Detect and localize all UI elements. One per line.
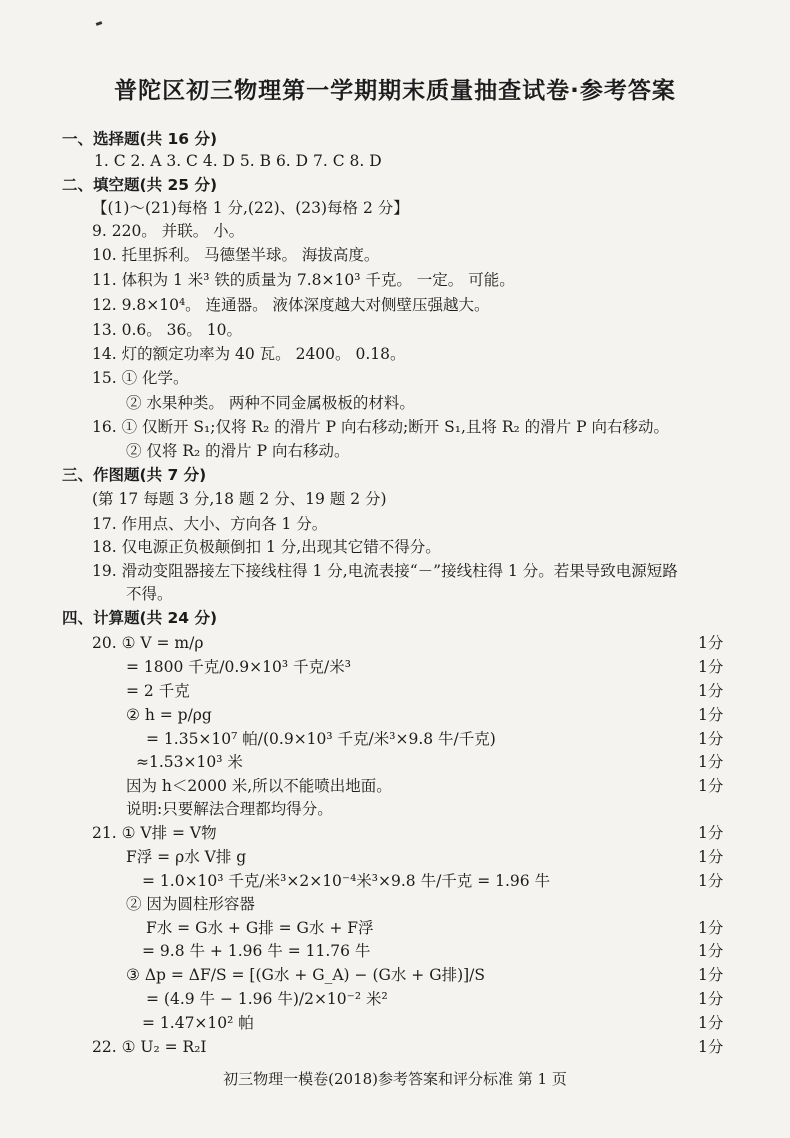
section-heading: 二、填空题(共 25 分) (62, 176, 218, 194)
section-heading: 三、作图题(共 7 分) (62, 466, 207, 484)
answer-line: 12. 9.8×10⁴。 连通器。 液体深度越大对侧壁压强越大。 (92, 296, 490, 314)
section-heading: 一、选择题(共 16 分) (62, 130, 218, 148)
section-heading: 四、计算题(共 24 分) (62, 609, 218, 627)
answer-line: = 1.0×10³ 千克/米³×2×10⁻⁴米³×9.8 牛/千克 = 1.96 牛 (142, 872, 551, 890)
answer-line: 9. 220。 并联。 小。 (92, 222, 245, 240)
answer-line: = (4.9 牛 − 1.96 牛)/2×10⁻² 米² (146, 990, 388, 1008)
answer-line: ② 因为圆柱形容器 (126, 895, 255, 913)
score-mark: 1分 (698, 824, 724, 842)
answer-line: 【(1)～(21)每格 1 分,(22)、(23)每格 2 分】 (92, 199, 409, 217)
answer-line: ② 水果种类。 两种不同金属极板的材料。 (126, 394, 415, 412)
answer-line: = 2 千克 (126, 682, 190, 700)
score-mark: 1分 (698, 919, 724, 937)
answer-line: = 9.8 牛 + 1.96 牛 = 11.76 牛 (142, 942, 371, 960)
answer-line: 10. 托里拆利。 马德堡半球。 海拔高度。 (92, 246, 380, 264)
answer-line: 17. 作用点、大小、方向各 1 分。 (92, 515, 328, 533)
score-mark: 1分 (698, 1038, 724, 1056)
answer-line: 不得。 (126, 585, 173, 603)
answer-line: 22. ① U₂ = R₂I (92, 1038, 207, 1056)
page-title: 普陀区初三物理第一学期期末质量抽查试卷·参考答案 (114, 78, 676, 104)
answer-line: 20. ① V = m/ρ (92, 634, 204, 652)
answer-line: (第 17 每题 3 分,18 题 2 分、19 题 2 分) (92, 490, 387, 508)
page-footer: 初三物理一模卷(2018)参考答案和评分标准 第 1 页 (223, 1070, 567, 1088)
answer-line: ≈1.53×10³ 米 (136, 753, 243, 771)
score-mark: 1分 (698, 777, 724, 795)
score-mark: 1分 (698, 848, 724, 866)
answer-line: ③ Δp = ΔF/S = [(G水 + G_A) − (G水 + G排)]/S (126, 966, 486, 984)
score-mark: 1分 (698, 634, 724, 652)
score-mark: 1分 (698, 1014, 724, 1032)
answer-line: 19. 滑动变阻器接左下接线柱得 1 分,电流表接“－”接线柱得 1 分。若果导致电源短路 (92, 562, 678, 580)
answer-line: 13. 0.6。 36。 10。 (92, 321, 243, 339)
answer-line: ② 仅将 R₂ 的滑片 P 向右移动。 (126, 442, 350, 460)
answer-line: 15. ① 化学。 (92, 369, 189, 387)
score-mark: 1分 (698, 658, 724, 676)
answer-line: 14. 灯的额定功率为 40 瓦。 2400。 0.18。 (92, 345, 406, 363)
score-mark: 1分 (698, 966, 724, 984)
answer-line: 21. ① V排 = V物 (92, 824, 217, 842)
answer-line: 说明:只要解法合理都均得分。 (126, 800, 333, 818)
score-mark: 1分 (698, 942, 724, 960)
scan-speck (96, 21, 103, 26)
answer-line: ② h = p/ρg (126, 706, 212, 724)
score-mark: 1分 (698, 706, 724, 724)
answer-line: F浮 = ρ水 V排 g (126, 848, 247, 866)
score-mark: 1分 (698, 872, 724, 890)
score-mark: 1分 (698, 753, 724, 771)
answer-line: 1. C 2. A 3. C 4. D 5. B 6. D 7. C 8. D (94, 152, 382, 170)
answer-line: 18. 仅电源正负极颠倒扣 1 分,出现其它错不得分。 (92, 538, 441, 556)
score-mark: 1分 (698, 682, 724, 700)
answer-line: = 1.47×10² 帕 (142, 1014, 254, 1032)
score-mark: 1分 (698, 730, 724, 748)
answer-line: = 1800 千克/0.9×10³ 千克/米³ (126, 658, 351, 676)
answer-line: = 1.35×10⁷ 帕/(0.9×10³ 千克/米³×9.8 牛/千克) (146, 730, 496, 748)
answer-line: 16. ① 仅断开 S₁;仅将 R₂ 的滑片 P 向右移动;断开 S₁,且将 R₂ 的滑片 P 向右移动。 (92, 418, 669, 436)
score-mark: 1分 (698, 990, 724, 1008)
answer-line: F水 = G水 + G排 = G水 + F浮 (146, 919, 374, 937)
answer-line: 11. 体积为 1 米³ 铁的质量为 7.8×10³ 千克。 一定。 可能。 (92, 271, 515, 289)
answer-line: 因为 h＜2000 米,所以不能喷出地面。 (126, 777, 392, 795)
